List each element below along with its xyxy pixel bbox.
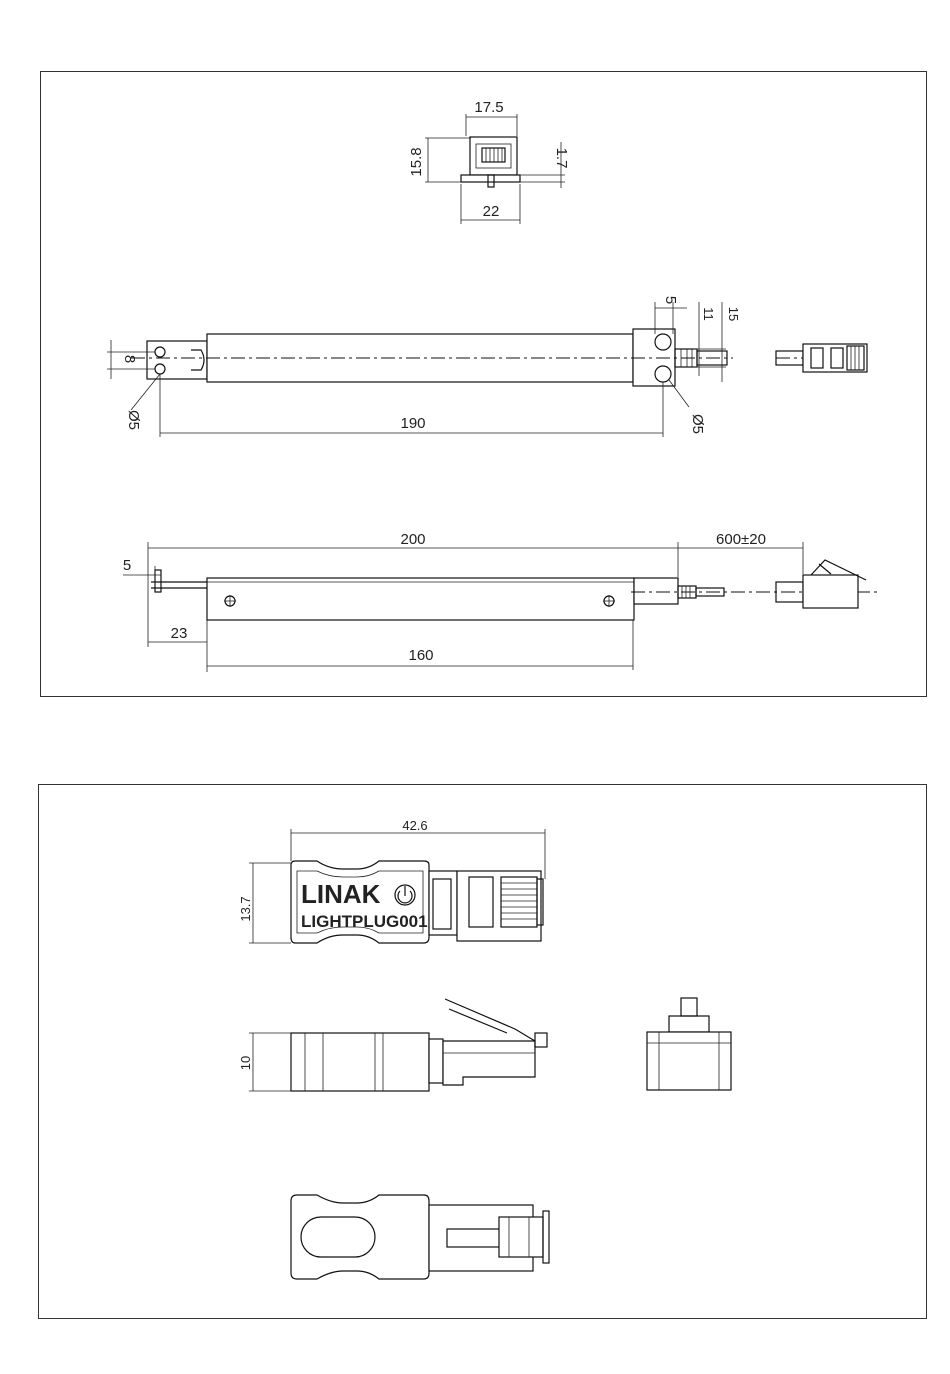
dim-15: 15: [726, 306, 741, 322]
dim-11: 11: [701, 307, 716, 321]
dim-17-5: 17.5: [474, 99, 504, 116]
dim-1-7: 1.7: [553, 147, 570, 169]
brand-logo: LINAK: [301, 879, 381, 909]
model-label: LIGHTPLUG001: [301, 912, 428, 931]
side-view: [123, 531, 881, 672]
dim-15-8: 15.8: [408, 147, 425, 177]
dim-160: 160: [408, 647, 434, 664]
end-view: [408, 99, 570, 224]
top-drawing: [41, 72, 928, 698]
plug-top-view: [238, 818, 545, 943]
dim-8: 8: [121, 354, 138, 364]
dim-5-side: 5: [122, 557, 132, 574]
plug-side-view: [238, 999, 547, 1091]
plug-bottom-view: [291, 1195, 549, 1279]
dim-23: 23: [170, 625, 188, 642]
plug-end-view: [647, 998, 731, 1090]
hole-right-dia: Ø5: [689, 413, 706, 435]
hole-left-dia: Ø5: [125, 409, 142, 431]
bottom-drawing: [39, 785, 928, 1320]
dim-22: 22: [482, 203, 500, 220]
dim-5-top: 5: [662, 295, 679, 305]
top-drawing-frame: [40, 71, 927, 697]
bottom-drawing-frame: [38, 784, 927, 1319]
plan-view: [107, 296, 867, 437]
dim-600-20: 600±20: [716, 531, 766, 548]
dim-13-7: 13.7: [238, 896, 253, 922]
dim-200: 200: [400, 531, 426, 548]
dim-190: 190: [400, 415, 426, 432]
dim-42-6: 42.6: [402, 818, 428, 833]
dim-10: 10: [238, 1055, 253, 1071]
